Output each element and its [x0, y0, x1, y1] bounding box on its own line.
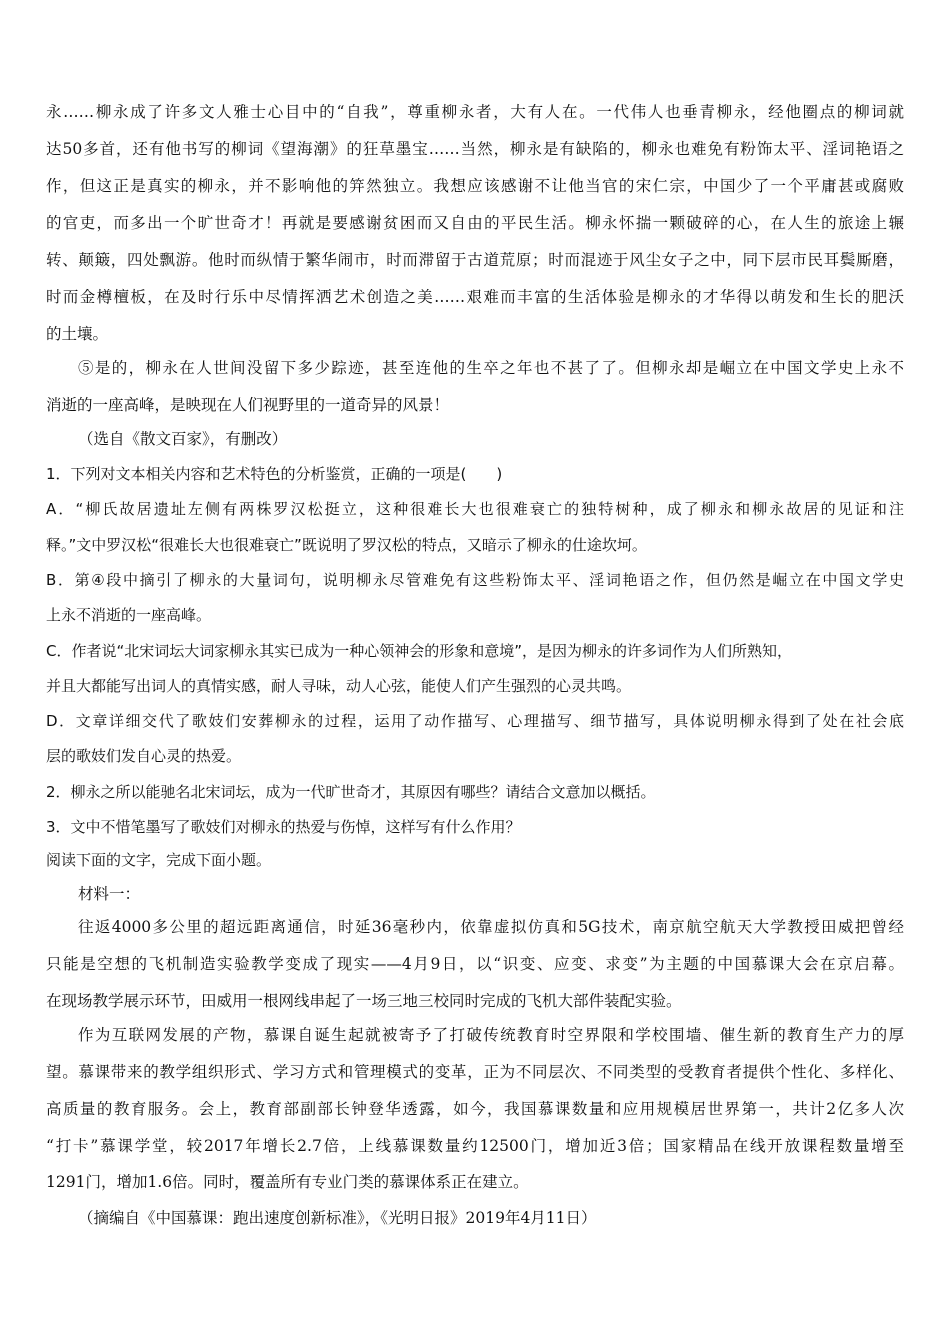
passage-line: 作，但这正是真实的柳永，并不影响他的笄然独立。我想应该感谢不让他当官的宋仁宗，中国少了一个平庸甚或腐败 — [46, 177, 904, 195]
option-c: C．作者说“北宋词坛大词家柳永其实已成为一种心领神会的形象和意境”，是因为柳永的许多词作为人们所熟知， — [46, 642, 793, 660]
option-c-cont: 并且大都能写出词人的真情实感，耐人寻味，动人心弦，能使人们产生强烈的心灵共鸣。 — [46, 677, 632, 695]
question-1: 1．下列对文本相关内容和艺术特色的分析鉴赏，正确的一项是( ) — [46, 465, 503, 483]
passage-line: 的官吏，而多出一个旷世奇才！再就是要感谢贫困而又自由的平民生活。柳永怀揣一颗破碎的心，在人生的旅途上辗 — [46, 214, 904, 232]
option-d: D．文章详细交代了歌妓们安葬柳永的过程，运用了动作描写、心理描写、细节描写，具体说明柳永得到了处在社会底 — [46, 712, 904, 730]
question-2: 2．柳永之所以能驰名北宋词坛，成为一代旷世奇才，其原因有哪些？请结合文意加以概括。 — [46, 783, 656, 801]
material-line: 只能是空想的飞机制造实验教学变成了现实——4月9日，以“识变、应变、求变”为主题的中国慕课大会在京启幕。 — [46, 955, 904, 973]
option-a-cont: 释。”文中罗汉松“很难长大也很难衰亡”既说明了罗汉松的特点，又暗示了柳永的仕途坎坷。 — [46, 536, 647, 554]
passage-line: 消逝的一座高峰，是映现在人们视野里的一道奇异的风景！ — [46, 396, 450, 414]
passage-line: 转、颠簸，四处飘游。他时而纵情于繁华闹市，时而滞留于古道荒原；时而混迹于风尘女子之中，同下层市民耳鬓厮磨， — [46, 251, 904, 269]
reading-instruction: 阅读下面的文字，完成下面小题。 — [46, 851, 272, 869]
option-d-cont: 层的歌妓们发自心灵的热爱。 — [46, 747, 242, 765]
source-note: （选自《散文百家》，有删改） — [78, 430, 288, 448]
passage-line: ⑤是的，柳永在人世间没留下多少踪迹，甚至连他的生卒之年也不甚了了。但柳永却是崛立在中国文学史上永不 — [78, 359, 904, 377]
material-line: 作为互联网发展的产物，慕课自诞生起就被寄予了打破传统教育时空界限和学校围墙、催生新的教育生产力的厚 — [78, 1026, 904, 1044]
passage-line: 达50多首，还有他书写的柳词《望海潮》的狂草墨宝……当然，柳永是有缺陷的，柳永也难免有粉饰太平、淫词艳语之 — [46, 140, 904, 158]
material-line: 望。慕课带来的教学组织形式、学习方式和管理模式的变革，正为不同层次、不同类型的受教育者提供个性化、多样化、 — [46, 1063, 904, 1081]
passage-line: 时而金樽檀板，在及时行乐中尽情挥洒艺术创造之美……艰难而丰富的生活体验是柳永的才华得以萌发和生长的肥沃 — [46, 288, 904, 306]
material-line: “打卡”慕课学堂，较2017年增长2.7倍，上线慕课数量约12500门，增加近3倍；国家精品在线开放课程数量增至 — [46, 1137, 904, 1155]
passage-line: 的土壤。 — [46, 325, 109, 343]
question-3: 3．文中不惜笔墨写了歌妓们对柳永的热爱与伤悼，这样写有什么作用？ — [46, 818, 521, 836]
material-line: 往返4000多公里的超远距离通信，时延36毫秒内，依靠虚拟仿真和5G技术，南京航空航天大学教授田威把曾经 — [78, 918, 904, 936]
material-heading: 材料一： — [78, 885, 141, 903]
option-b: B．第④段中摘引了柳永的大量词句，说明柳永尽管难免有这些粉饰太平、淫词艳语之作，但仍然是崛立在中国文学史 — [46, 571, 904, 589]
material-line: 1291门，增加1.6倍。同时，覆盖所有专业门类的慕课体系正在建立。 — [46, 1173, 529, 1191]
source-note: （摘编自《中国慕课：跑出速度创新标准》，《光明日报》2019年4月11日） — [78, 1209, 597, 1227]
option-a: A．“柳氏故居遗址左侧有两株罗汉松挺立，这种很难长大也很难衰亡的独特树种，成了柳永和柳永故居的见证和注 — [46, 500, 904, 518]
material-line: 在现场教学展示环节，田威用一根网线串起了一场三地三校同时完成的飞机大部件装配实验。 — [46, 992, 682, 1010]
material-line: 高质量的教育服务。会上，教育部副部长钟登华透露，如今，我国慕课数量和应用规模居世界第一，共计2亿多人次 — [46, 1100, 904, 1118]
passage-line: 永……柳永成了许多文人雅士心目中的“自我”，尊重柳永者，大有人在。一代伟人也垂青柳永，经他圈点的柳词就 — [46, 103, 904, 121]
option-b-cont: 上永不消逝的一座高峰。 — [46, 606, 212, 624]
